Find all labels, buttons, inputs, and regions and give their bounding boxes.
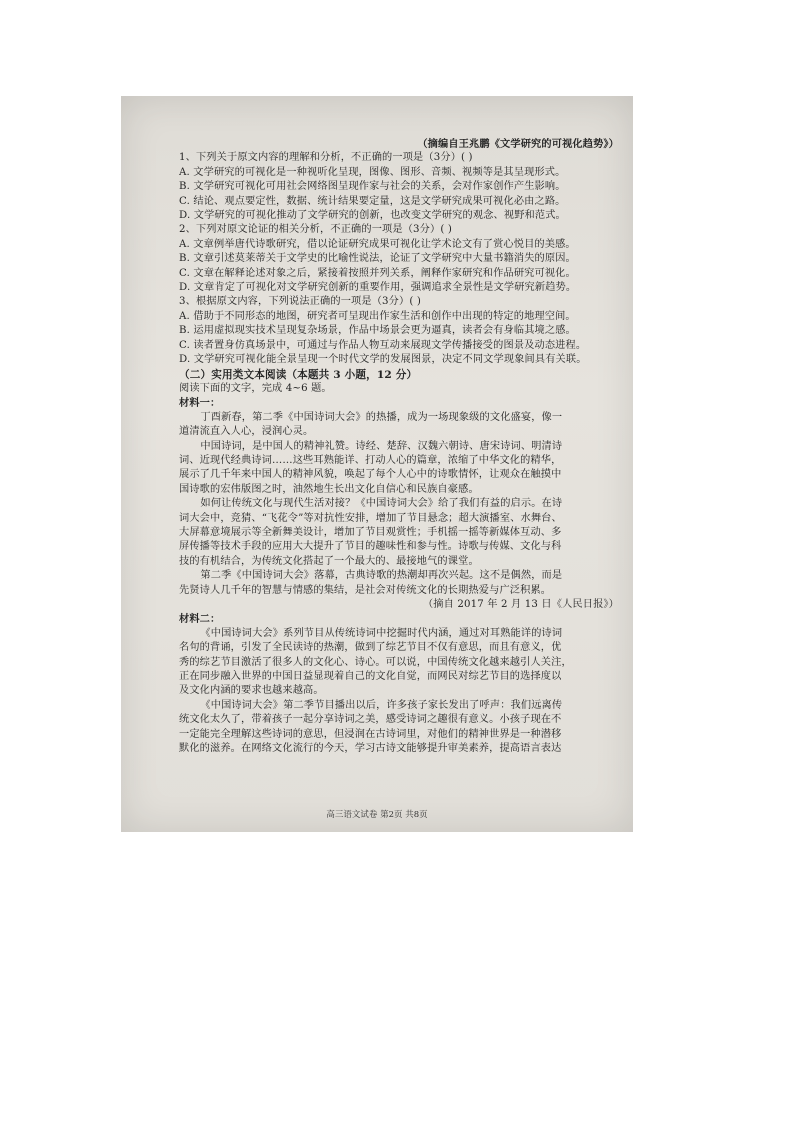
question-option: C. 读者置身仿真场景中，可通过与作品人物互动来展现文学传播接受的图景及动态进程。: [179, 339, 587, 351]
exam-content: [179, 137, 619, 756]
question-option: A. 文学研究的可视化是一种视听化呈现，图像、图形、音频、视频等是其呈现形式。: [179, 166, 566, 178]
question-option: D. 文章肯定了可视化对文学研究创新的重要作用，强调追求全景性是文学研究新趋势。: [179, 282, 577, 294]
paragraph-line: 正在同步融入世界的中国日益显现着自己的文化自觉，而网民对综艺节目的选择度以: [179, 671, 562, 683]
question-option: A. 借助于不同形态的地图，研究者可呈现出作家生活和创作中出现的特定的地理空间。: [179, 310, 576, 322]
question-option: D. 文学研究的可视化推动了文学研究的创新，也改变文学研究的观念、视野和范式。: [179, 210, 566, 222]
paragraph-line: 词大会中，竞猜、“飞花令”等对抗性安排，增加了节目悬念；超大演播室、水舞台、: [179, 512, 562, 524]
paragraph-line: 国诗歌的宏伟版图之时，油然地生长出文化自信心和民族自豪感。: [179, 483, 479, 495]
paragraph-line: 名句的背诵，引发了全民读诗的热潮，做到了综艺节目不仅有意思，而且有意义，优: [179, 642, 562, 654]
paragraph-line: 中国诗词，是中国人的精神礼赞。诗经、楚辞、汉魏六朝诗、唐宋诗词、明清诗: [200, 440, 563, 452]
paragraph-line: 及文化内涵的要求也越来越高。: [179, 685, 324, 697]
paragraph-line: 第二季《中国诗词大会》落幕，古典诗歌的热潮却再次兴起。这不是偶然，而是: [200, 570, 563, 582]
exam-page-photo: [121, 96, 633, 832]
question-option: D. 文学研究可视化能全景呈现一个时代文学的发展图景，决定不同文学现象间具有关联。: [179, 354, 587, 366]
paragraph-line: 《中国诗词大会》第二季节目播出以后，许多孩子家长发出了呼声：我们远离传: [200, 699, 563, 711]
question-option: B. 文章引述莫莱蒂关于文学史的比喻性说法，论证了文学研究中大量书籍消失的原因。: [179, 253, 576, 265]
paragraph-line: 一定能完全理解这些诗词的意思，但浸润在古诗词里，对他们的精神世界是一种潜移: [179, 728, 562, 740]
question-stem: 3、根据原文内容，下列说法正确的一项是（3分）( ): [179, 296, 421, 308]
question-option: B. 文学研究可视化可用社会网络图呈现作家与社会的关系，会对作家创作产生影响。: [179, 181, 566, 193]
question-option: C. 文章在解释论述对象之后，紧接着按照并列关系，阐释作家研究和作品研究可视化。: [179, 267, 576, 279]
section-instruction: 阅读下面的文字，完成 4~6 题。: [179, 382, 332, 394]
paragraph-line: 如何让传统文化与现代生活对接？《中国诗词大会》给了我们有益的启示。在诗: [200, 498, 563, 510]
material2-text: [179, 627, 619, 757]
paragraph-line: 词、近现代经典诗词……这些耳熟能详、打动人心的篇章，浓缩了中华文化的精华，: [179, 454, 562, 466]
question-option: B. 运用虚拟现实技术呈现复杂场景，作品中场景会更为逼真，读者会有身临其境之感。: [179, 325, 576, 337]
paragraph-line: 默化的滋养。在网络文化流行的今天，学习古诗文能够提升审美素养，提高语言表达: [179, 743, 562, 755]
paragraph-line: 技的有机结合，为传统文化搭起了一个最大的、最接地气的课堂。: [179, 555, 479, 567]
paragraph-line: 丁酉新春，第二季《中国诗词大会》的热播，成为一场现象级的文化盛宴，像一: [200, 411, 563, 423]
paragraph-line: 统文化太久了，带着孩子一起分享诗词之美，感受诗词之趣很有意义。小孩子现在不: [179, 714, 562, 726]
paragraph-line: 先贤诗人几千年的智慧与情感的集结，是社会对传统文化的长期热爱与广泛积累。: [179, 584, 552, 596]
material1-source: （摘自 2017 年 2 月 13 日《人民日报》）: [422, 599, 619, 610]
question-option: A. 文章例举唐代诗歌研究，借以论证研究成果可视化让学术论文有了赏心悦目的美感。: [179, 238, 576, 250]
material1-label: 材料一：: [179, 397, 221, 410]
material2-label: 材料二：: [179, 613, 221, 626]
question-stem: 2、下列对原文论证的相关分析，不正确的一项是（3分）( ): [179, 224, 452, 236]
paragraph-line: 《中国诗词大会》系列节目从传统诗词中挖掘时代内涵，通过对耳熟能详的诗词: [200, 627, 563, 639]
paragraph-line: 秀的综艺节目激活了很多人的文化心、诗心。可以说，中国传统文化越来越引人关注，: [179, 656, 572, 668]
source-citation: （摘编自王兆鹏《文学研究的可视化趋势》）: [417, 138, 619, 150]
section-title: （二）实用类文本阅读（本题共 3 小题，12 分）: [179, 368, 418, 381]
paragraph-line: 大屏幕意境展示等全新舞美设计，增加了节目观赏性；手机摇一摇等新媒体互动、多: [179, 526, 562, 538]
question-option: C. 结论、观点要定性，数据、统计结果要定量，这是文学研究成果可视化必由之路。: [179, 195, 566, 207]
question-list: [179, 151, 619, 367]
question-stem: 1、下列关于原文内容的理解和分析，不正确的一项是（3分）( ): [179, 152, 473, 164]
paragraph-line: 道清流直入人心，浸润心灵。: [179, 426, 314, 438]
page-footer: 高三语文试卷 第2页 共8页: [326, 810, 428, 820]
paragraph-line: 展示了几千年来中国人的精神风貌，唤起了每个人心中的诗歌情怀，让观众在触摸中: [179, 469, 562, 481]
paragraph-line: 屏传播等技术手段的应用大大提升了节目的趣味性和参与性。诗歌与传媒、文化与科: [179, 541, 562, 553]
material1-text: [179, 411, 619, 598]
